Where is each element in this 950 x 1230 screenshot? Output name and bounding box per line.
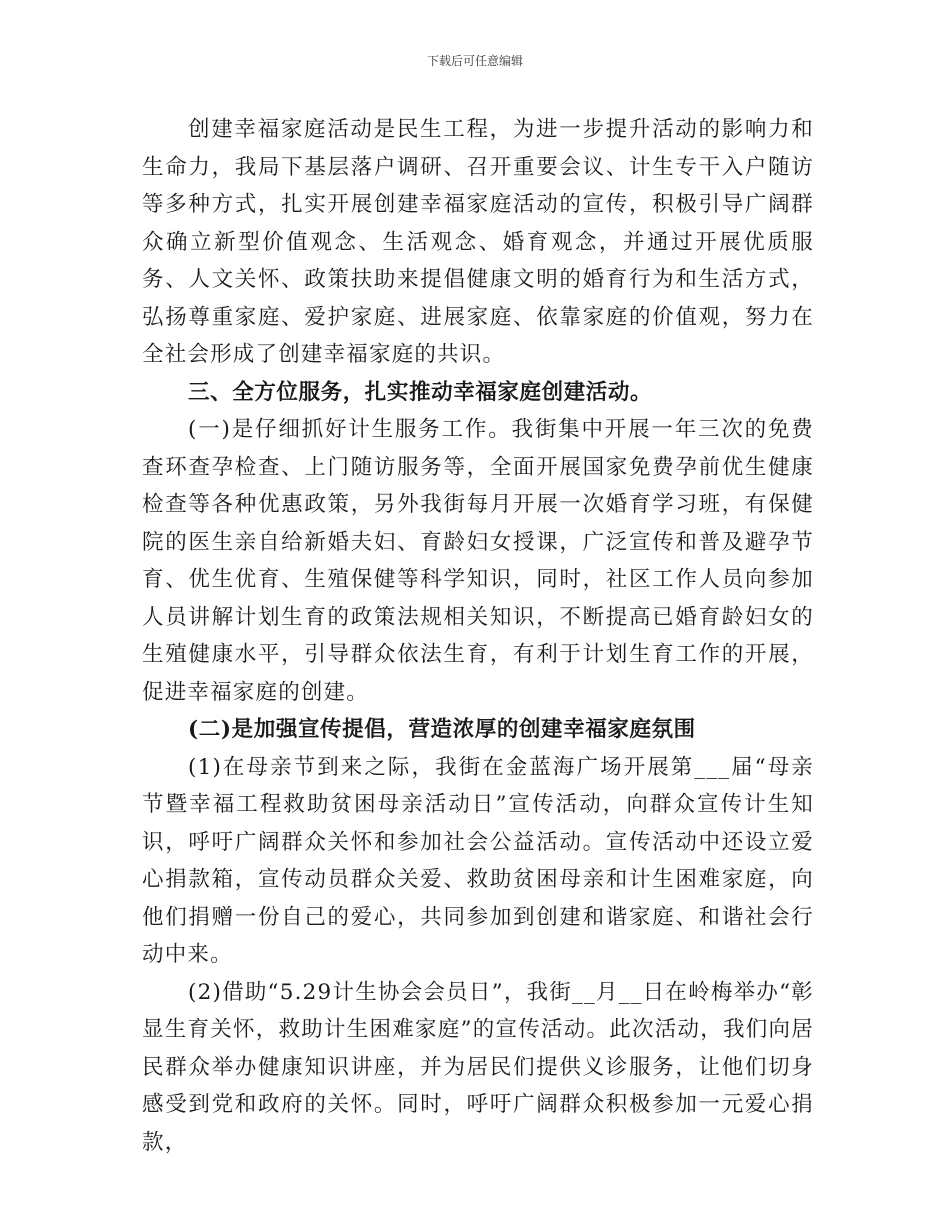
paragraph-mothers-day: (1)在母亲节到来之际，我街在金蓝海广场开展第___届“母亲节暨幸福工程救助贫困母亲活动日”宣传活动，向群众宣传计生知识，呼吁广阔群众关怀和参加社会公益活动。宣传活动中还设立爱心捐款箱，宣传动员群众关爱、救助贫困母亲和计生困难家庭，向他们捐赠一份自己的爱心，共同参加到创建和谐家庭、和谐社会行动中来。 [142, 754, 814, 967]
document-body [142, 111, 814, 1161]
subsection-heading-2: (二)是加强宣传提倡，营造浓厚的创建幸福家庭氛围 [188, 717, 696, 742]
paragraph-service-work: (一)是仔细抓好计生服务工作。我街集中开展一年三次的免费查环查孕检查、上门随访服务等，全面开展国家免费孕前优生健康检查等各种优惠政策，另外我街每月开展一次婚育学习班，有保健院的医生亲自给新婚夫妇、育龄妇女授课，广泛宣传和普及避孕节育、优生优育、生殖保健等科学知识，同时，社区工作人员向参加人员讲解计划生育的政策法规相关知识，不断提高已婚育龄妇女的生殖健康水平，引导群众依法生育，有利于计划生育工作的开展，促进幸福家庭的创建。 [142, 417, 814, 705]
page-header: 下载后可任意编辑 [426, 54, 523, 68]
paragraph-intro: 创建幸福家庭活动是民生工程，为进一步提升活动的影响力和生命力，我局下基层落户调研、召开重要会议、计生专干入户随访等多种方式，扎实开展创建幸福家庭活动的宣传，积极引导广阔群众确立新型价值观念、生活观念、婚育观念，并通过开展优质服务、人文关怀、政策扶助来提倡健康文明的婚育行为和生活方式，弘扬尊重家庭、爱护家庭、进展家庭、依靠家庭的价值观，努力在全社会形成了创建幸福家庭的共识。 [142, 117, 814, 367]
section-heading-3: 三、全方位服务，扎实推动幸福家庭创建活动。 [188, 379, 653, 405]
paragraph-member-day: (2)借助“5.29计生协会会员日”，我街__月__日在岭梅举办“彰显生育关怀，救助计生困难家庭”的宣传活动。此次活动，我们向居民群众举办健康知识讲座，并为居民们提供义诊服务，让他们切身感受到党和政府的关怀。同时，呼吁广阔群众积极参加一元爱心捐款， [142, 979, 814, 1155]
